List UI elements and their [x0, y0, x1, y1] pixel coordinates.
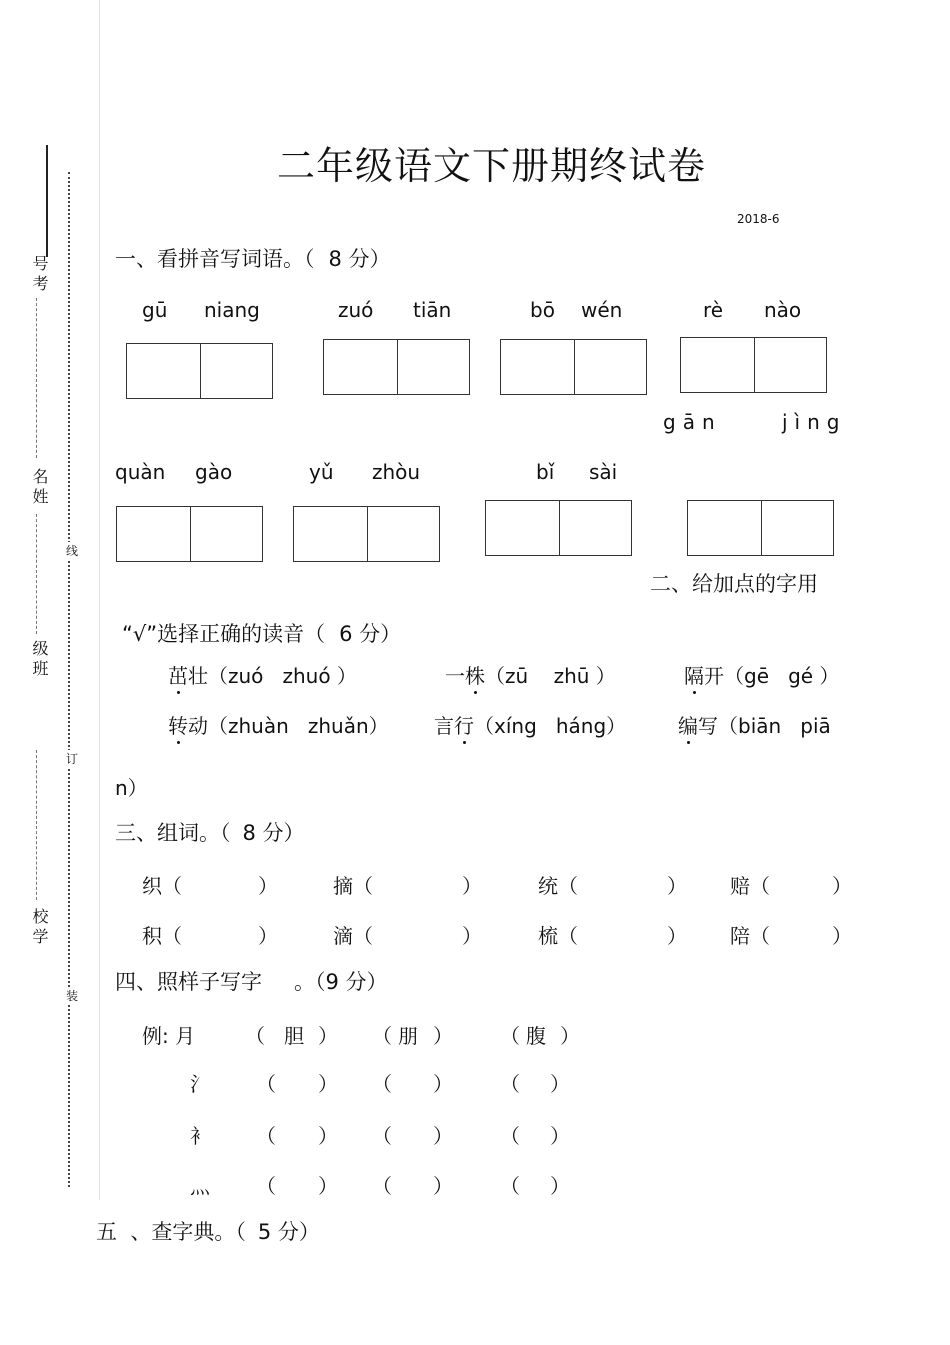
- binding-label-xue: 学: [30, 928, 49, 945]
- close-paren: ）: [258, 924, 278, 948]
- pinyin-7b: zhòu: [372, 460, 421, 484]
- reading-item-5: 言行（xíng háng）: [434, 714, 627, 738]
- cut-label-xian: 线: [66, 544, 79, 558]
- radical-2: 衤: [190, 1124, 210, 1148]
- dotted-char: 转: [168, 714, 188, 738]
- open-paren: （: [372, 1124, 392, 1148]
- writing-box-1[interactable]: [126, 343, 273, 399]
- pinyin-2b: tiān: [413, 298, 452, 322]
- close-paren: ）: [433, 1174, 453, 1198]
- pinyin-3a: bō: [530, 298, 555, 322]
- close-paren: ）: [550, 1174, 570, 1198]
- close-paren: ）: [433, 1072, 453, 1096]
- pinyin-6a: quàn: [115, 460, 166, 484]
- reading-item-4: 转动（zhuàn zhuǎn）: [168, 714, 389, 738]
- writing-box-5[interactable]: [116, 506, 263, 562]
- close-paren: ）: [433, 1024, 453, 1048]
- close-paren: ）: [462, 874, 482, 898]
- writing-box-3[interactable]: [500, 339, 647, 395]
- dotted-char: 编: [678, 714, 698, 738]
- section2-heading-a: 二、给加点的字用: [650, 572, 818, 596]
- section5-heading: 五 、查字典。（ 5 分）: [96, 1220, 320, 1244]
- open-paren: （: [372, 1024, 392, 1048]
- reading-item-6: 编写（biān piā: [678, 714, 831, 738]
- close-paren: ）: [318, 1124, 338, 1148]
- dotted-char: 茁: [168, 664, 188, 688]
- binding-label-xing: 姓: [30, 488, 49, 505]
- pinyin-5a: gān: [663, 410, 722, 434]
- close-paren: ）: [832, 874, 852, 898]
- exam-date: 2018-6: [737, 212, 780, 226]
- pinyin-2a: zuó: [338, 298, 374, 322]
- open-paren: （: [245, 1024, 265, 1048]
- word-item-1-4: 赔（: [730, 874, 770, 898]
- close-paren: ）: [258, 874, 278, 898]
- open-paren: （: [372, 1072, 392, 1096]
- binding-label-ming: 名: [30, 468, 49, 485]
- binding-label-ban: 班: [30, 660, 49, 677]
- reading-item-3: 隔开（gē gé ）: [684, 664, 840, 688]
- radical-1: 氵: [190, 1072, 210, 1096]
- reading-item-1: 茁壮（zuó zhuó ）: [168, 664, 357, 688]
- close-paren: ）: [318, 1174, 338, 1198]
- page-title: 二年级语文下册期终试卷: [277, 144, 707, 188]
- blank-line-1: [36, 298, 37, 458]
- close-paren: ）: [550, 1072, 570, 1096]
- close-paren: ）: [550, 1124, 570, 1148]
- pinyin-3b: wén: [581, 298, 623, 322]
- binding-solid-line: [46, 145, 48, 257]
- open-paren: （: [256, 1124, 276, 1148]
- open-paren: （: [256, 1072, 276, 1096]
- margin-rule: [99, 0, 100, 1200]
- writing-box-4[interactable]: [680, 337, 827, 393]
- open-paren: （: [256, 1174, 276, 1198]
- binding-label-ji: 级: [30, 640, 49, 657]
- binding-dashed-line: [68, 172, 70, 1187]
- pinyin-4a: rè: [703, 298, 724, 322]
- open-paren: （: [500, 1174, 520, 1198]
- reading-item-2: 一株（zū zhū ）: [445, 664, 616, 688]
- open-paren: （: [500, 1124, 520, 1148]
- word-item-2-1: 积（: [142, 924, 182, 948]
- pinyin-1a: gū: [142, 298, 168, 322]
- pinyin-8a: bǐ: [536, 460, 555, 484]
- word-item-1-3: 统（: [538, 874, 578, 898]
- word-item-2-3: 梳（: [538, 924, 578, 948]
- writing-box-6[interactable]: [293, 506, 440, 562]
- pinyin-6b: gào: [195, 460, 233, 484]
- radical-3: 灬: [190, 1174, 210, 1198]
- section4-heading: 四、照样子写字 。（9 分）: [115, 970, 388, 994]
- word-item-2-4: 陪（: [730, 924, 770, 948]
- writing-box-7[interactable]: [485, 500, 632, 556]
- pinyin-8b: sài: [589, 460, 618, 484]
- close-paren: ）: [832, 924, 852, 948]
- example-word-1: 胆: [284, 1024, 304, 1048]
- close-paren: ）: [560, 1024, 580, 1048]
- cut-label-ding: 订: [66, 752, 79, 766]
- close-paren: ）: [318, 1024, 338, 1048]
- dotted-char: 隔: [684, 664, 704, 688]
- dotted-char: 行: [454, 714, 474, 738]
- binding-label-hao: 号: [30, 255, 49, 272]
- cut-label-zhuang: 装: [66, 989, 79, 1003]
- binding-label-xiao: 校: [30, 908, 49, 925]
- close-paren: ）: [318, 1072, 338, 1096]
- section2-heading-b: “√”选择正确的读音（ 6 分）: [122, 622, 402, 646]
- binding-label-kao: 考: [30, 275, 49, 292]
- writing-box-8[interactable]: [687, 500, 834, 556]
- close-paren: ）: [462, 924, 482, 948]
- section1-heading: 一、看拼音写词语。（ 8 分）: [115, 247, 391, 271]
- writing-box-2[interactable]: [323, 339, 470, 395]
- blank-line-2: [36, 514, 37, 634]
- blank-line-3: [36, 750, 37, 900]
- word-item-1-1: 织（: [142, 874, 182, 898]
- dotted-char: 株: [465, 664, 485, 688]
- pinyin-1b: niang: [204, 298, 260, 322]
- word-item-2-2: 滴（: [333, 924, 373, 948]
- pinyin-7a: yǔ: [309, 460, 334, 484]
- example-word-2: 朋: [398, 1024, 418, 1048]
- close-paren: ）: [433, 1124, 453, 1148]
- section3-heading: 三、组词。（ 8 分）: [115, 821, 305, 845]
- reading-item-6-wrap: n）: [115, 776, 148, 800]
- open-paren: （: [372, 1174, 392, 1198]
- word-item-1-2: 摘（: [333, 874, 373, 898]
- pinyin-4b: nào: [764, 298, 802, 322]
- example-word-3: 腹: [526, 1024, 546, 1048]
- example-label: 例: 月: [142, 1024, 196, 1048]
- open-paren: （: [500, 1024, 520, 1048]
- close-paren: ）: [667, 924, 687, 948]
- open-paren: （: [500, 1072, 520, 1096]
- pinyin-5b: jìng: [782, 410, 847, 434]
- close-paren: ）: [667, 874, 687, 898]
